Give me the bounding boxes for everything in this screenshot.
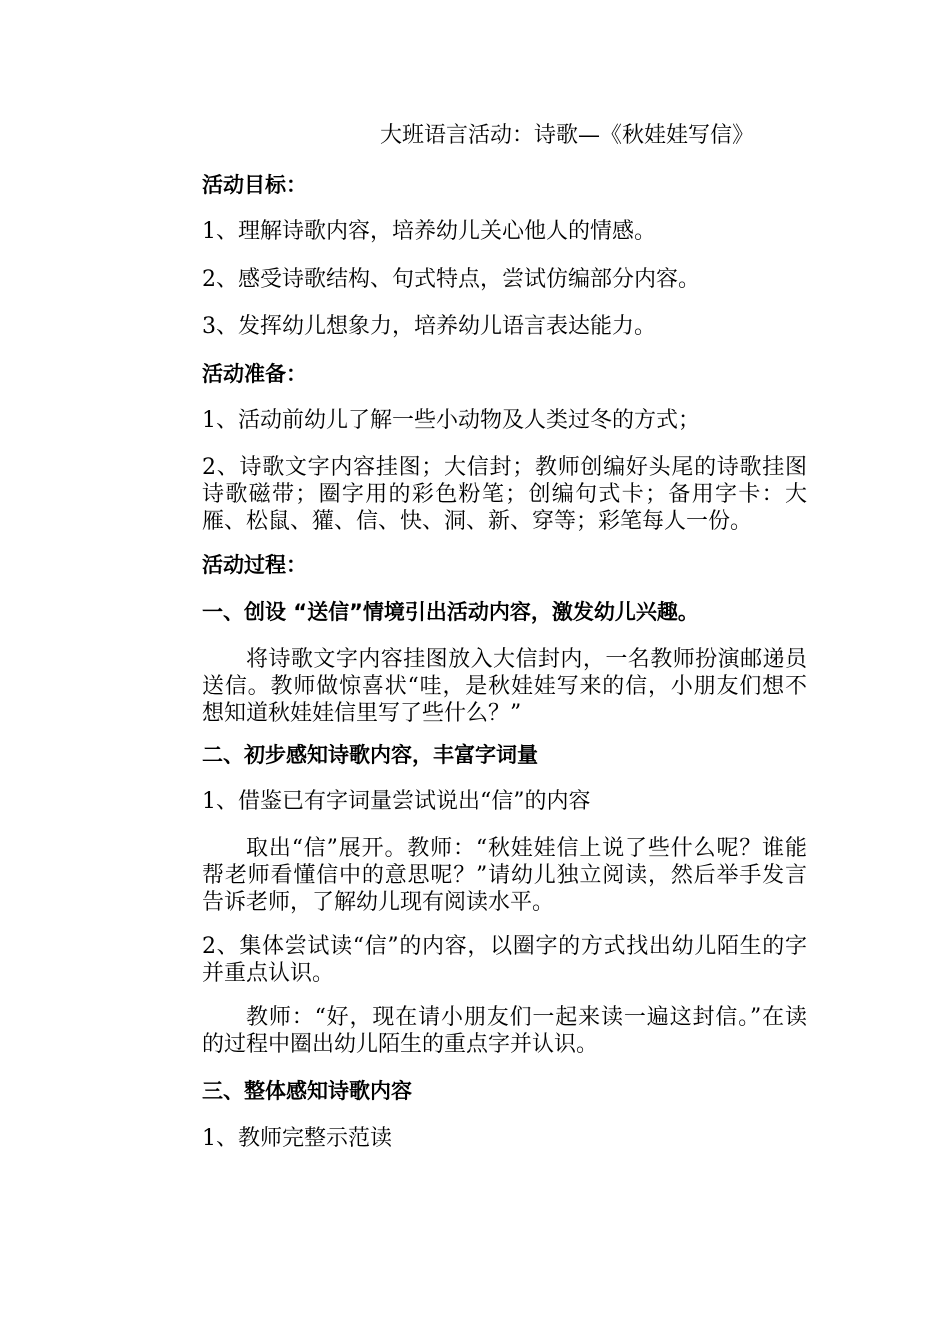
goal-item: 3、发挥幼儿想象力，培养幼儿语言表达能力。 (202, 314, 656, 339)
process-heading: 活动过程： (202, 553, 307, 577)
preparation-heading: 活动准备： (202, 362, 307, 386)
goal-item: 1、理解诗歌内容，培养幼儿关心他人的情感。 (202, 219, 656, 244)
preparation-item: 1、活动前幼儿了解一些小动物及人类过冬的方式； (202, 408, 700, 433)
section-paragraph: 将诗歌文字内容挂图放入大信封内，一名教师扮演邮递员送信。教师做惊喜状“哇，是秋娃娃写来的信，小朋友们想不想知道秋娃娃信里写了些什么？” (202, 647, 807, 726)
section-item: 1、教师完整示范读 (202, 1126, 392, 1151)
section-paragraph: 教师：“好，现在请小朋友们一起来读一遍这封信。”在读的过程中圈出幼儿陌生的重点字并认识。 (202, 1005, 807, 1057)
document-title: 大班语言活动：诗歌—《秋娃娃写信》 (380, 123, 755, 148)
section-heading: 二、初步感知诗歌内容，丰富字词量 (202, 743, 538, 767)
goals-heading: 活动目标： (202, 173, 307, 197)
section-item: 2、集体尝试读“信”的内容，以圈字的方式找出幼儿陌生的字并重点认识。 (202, 934, 807, 986)
section-heading: 三、整体感知诗歌内容 (202, 1079, 412, 1103)
section-item: 1、借鉴已有字词量尝试说出“信”的内容 (202, 789, 591, 814)
section-paragraph: 取出“信”展开。教师：“秋娃娃信上说了些什么呢？谁能帮老师看懂信中的意思呢？”请幼儿独立阅读，然后举手发言告诉老师，了解幼儿现有阅读水平。 (202, 836, 807, 915)
goal-item: 2、感受诗歌结构、句式特点，尝试仿编部分内容。 (202, 267, 700, 292)
preparation-item: 2、诗歌文字内容挂图；大信封；教师创编好头尾的诗歌挂图诗歌磁带；圈字用的彩色粉笔；创编句式卡；备用字卡：大雁、松鼠、獾、信、快、洞、新、穿等；彩笔每人一份。 (202, 455, 807, 534)
section-heading: 一、创设 “送信”情境引出活动内容，激发幼儿兴趣。 (202, 600, 699, 624)
